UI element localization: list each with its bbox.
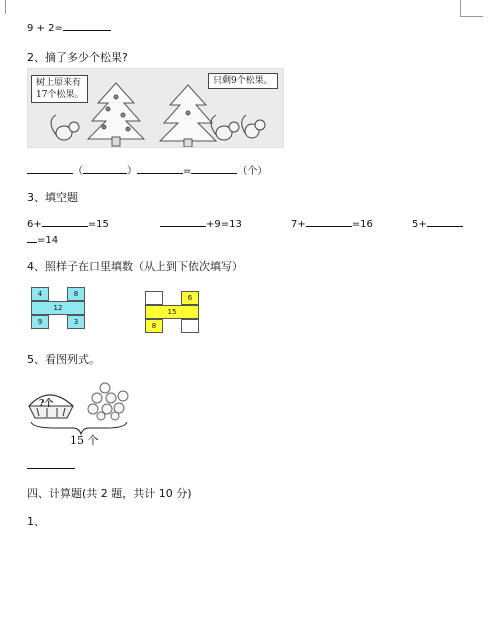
task-h-figure	[145, 291, 199, 333]
page-corner-mark-left	[0, 0, 6, 14]
paren-open: （	[73, 166, 83, 177]
speech-bubble-right: 只剩9个松果。	[208, 73, 278, 89]
question-4-title: 4、照样子在口里填数（从上到下依次填写）	[27, 260, 243, 273]
item-prefix: 6+	[27, 219, 42, 230]
task-cell-bottom-right[interactable]	[181, 319, 199, 333]
example-cell-top-right: 8	[67, 287, 85, 301]
fill-item-1	[27, 216, 109, 230]
fill-item-4	[412, 216, 463, 230]
example-cell-top-left: 4	[31, 287, 49, 301]
answer-blank[interactable]	[137, 163, 183, 174]
example-cell-bottom-right: 3	[67, 315, 85, 329]
task-cell-middle: 15	[145, 305, 199, 319]
basket-label: ?个	[39, 399, 54, 409]
unit-label: （个）	[237, 166, 268, 177]
fill-item-4-continuation	[27, 232, 58, 246]
bubble-left-line1: 树上原来有	[36, 78, 82, 88]
pinecone-picture	[27, 68, 284, 148]
question-3-title: 3、填空题	[27, 191, 78, 204]
q2-answer-line	[27, 162, 267, 177]
answer-blank[interactable]	[427, 216, 463, 227]
item-suffix: =14	[37, 235, 59, 246]
answer-blank[interactable]	[27, 458, 75, 469]
example-h-figure	[31, 287, 85, 329]
pine-tree-icon	[88, 83, 144, 146]
task-cell-bottom-left: 8	[145, 319, 163, 333]
q5-answer-line	[27, 458, 75, 472]
answer-blank[interactable]	[42, 216, 88, 227]
task-cell-top-left[interactable]	[145, 291, 163, 305]
squirrel-icon	[211, 115, 239, 140]
squirrel-icon	[242, 115, 265, 138]
answer-blank[interactable]	[63, 20, 111, 31]
item-prefix: 7+	[291, 219, 306, 230]
fill-item-2	[160, 216, 242, 230]
item-suffix: +9=13	[206, 219, 242, 230]
basket-picture	[27, 376, 137, 446]
bubble-left-line2: 17个松果。	[36, 90, 84, 100]
answer-blank[interactable]	[27, 163, 73, 174]
task-cell-top-right: 6	[181, 291, 199, 305]
top-equation	[27, 20, 111, 34]
answer-blank[interactable]	[27, 232, 37, 243]
answer-blank[interactable]	[306, 216, 352, 227]
item-suffix: =16	[351, 219, 373, 230]
fruit-pile-icon	[88, 383, 128, 420]
item-prefix: 5+	[412, 219, 427, 230]
example-cell-middle: 12	[31, 301, 85, 315]
answer-blank[interactable]	[83, 163, 127, 174]
equals-sign: =	[183, 166, 192, 177]
top-equation-text: 9 + 2=	[27, 23, 63, 34]
page-corner-mark-right	[460, 0, 483, 17]
pine-tree-icon	[160, 85, 216, 147]
answer-blank[interactable]	[160, 216, 206, 227]
total-label: 15 个	[70, 434, 99, 447]
question-2-title: 2、摘了多少个松果?	[27, 51, 128, 64]
question-1-label: 1、	[27, 515, 45, 528]
squirrel-icon	[51, 115, 79, 140]
example-cell-bottom-left: 9	[31, 315, 49, 329]
item-suffix: =15	[87, 219, 109, 230]
fill-item-3	[291, 216, 373, 230]
answer-blank[interactable]	[191, 163, 237, 174]
question-5-title: 5、看图列式。	[27, 353, 100, 366]
trees-and-squirrels-illustration	[28, 69, 283, 147]
paren-close: ）	[127, 166, 137, 177]
section-4-title: 四、计算题(共 2 题，共计 10 分)	[27, 487, 192, 500]
